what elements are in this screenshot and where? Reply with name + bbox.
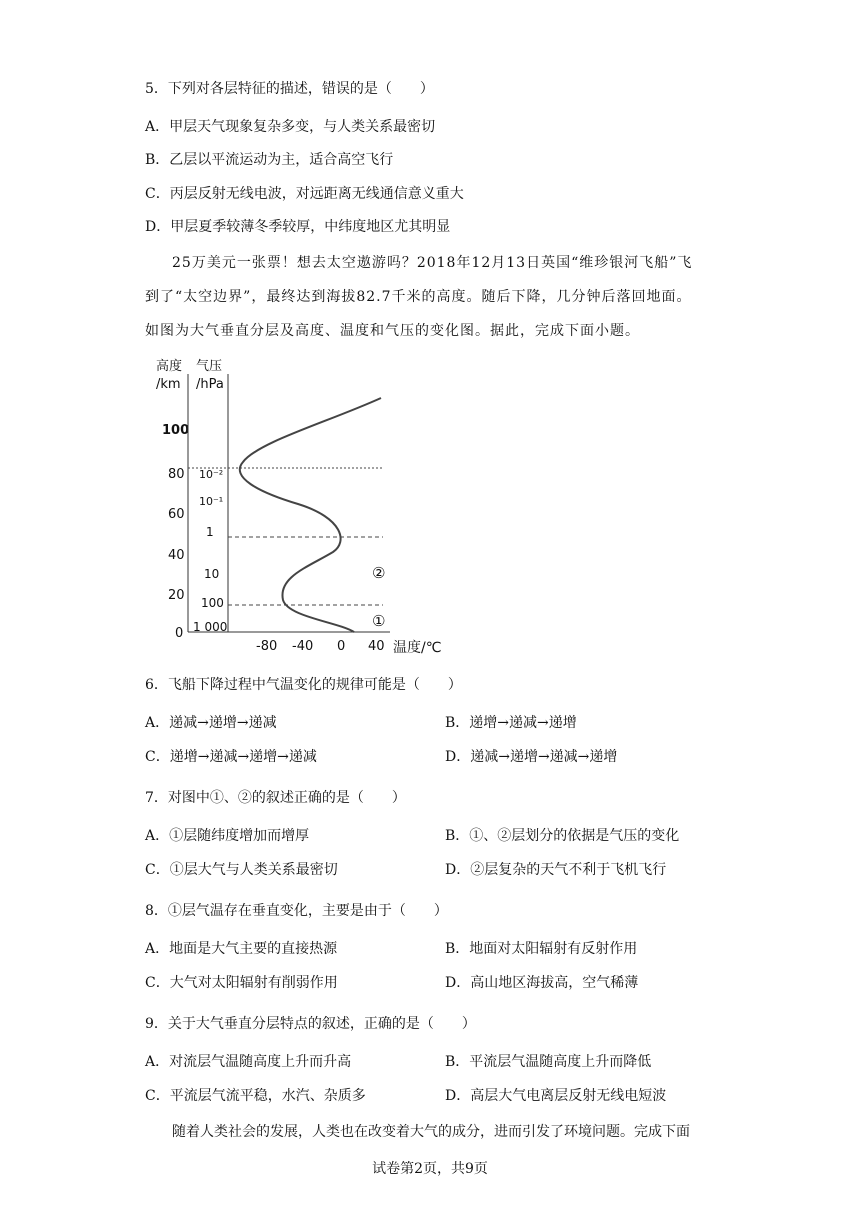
q9-option-c: C．平流层气流平稳，水汽、杂质多	[145, 1088, 366, 1104]
q5-stem: 5．下列对各层特征的描述，错误的是（ ）	[145, 81, 434, 97]
pressure-tick-10: 10	[204, 567, 220, 581]
q7-option-d: D．②层复杂的天气不利于飞机飞行	[445, 862, 667, 878]
height-tick-0: 0	[175, 626, 184, 641]
passage2-line1: 随着人类社会的发展，人类也在改变着大气的成分，进而引发了环境问题。完成下面	[172, 1124, 690, 1140]
q6-option-c: C．递增→递减→递增→递减	[145, 749, 317, 765]
pressure-tick-1: 1	[206, 525, 214, 539]
q9-stem: 9．关于大气垂直分层特点的叙述，正确的是（ ）	[145, 1016, 476, 1032]
passage1-line3: 如图为大气垂直分层及高度、温度和气压的变化图。据此，完成下面小题。	[145, 323, 640, 339]
temperature-axis-label: 温度/℃	[393, 640, 442, 656]
passage1-line1: 25万美元一张票！想去太空遨游吗？2018年12月13日英国“维珍银河飞船”飞	[172, 255, 693, 271]
q5-option-c: C．丙层反射无线电波，对远距离无线通信意义重大	[145, 186, 464, 202]
height-tick-80: 80	[168, 467, 185, 482]
q8-option-c: C．大气对太阳辐射有削弱作用	[145, 975, 338, 991]
temp-tick-minus80: -80	[256, 639, 278, 654]
height-axis-label-1: 高度	[156, 359, 183, 374]
q9-option-d: D．高层大气电离层反射无线电短波	[445, 1088, 667, 1104]
q7-stem: 7．对图中①、②的叙述正确的是（ ）	[145, 790, 406, 806]
q8-option-b: B．地面对太阳辐射有反射作用	[445, 941, 638, 957]
atmosphere-layer-figure	[148, 352, 448, 660]
height-tick-60: 60	[168, 507, 185, 522]
layer-label-1: ①	[372, 612, 386, 630]
q6-option-d: D．递减→递增→递减→递增	[445, 749, 618, 765]
temp-tick-40: 40	[368, 639, 385, 654]
height-tick-100: 100	[162, 423, 190, 438]
temp-tick-minus40: -40	[292, 639, 314, 654]
q8-option-d: D．高山地区海拔高，空气稀薄	[445, 975, 639, 991]
q7-option-c: C．①层大气与人类关系最密切	[145, 862, 338, 878]
q7-option-a: A．①层随纬度增加而增厚	[145, 828, 310, 844]
q5-option-b: B．乙层以平流运动为主，适合高空飞行	[145, 152, 394, 168]
height-tick-40: 40	[168, 548, 185, 563]
q7-option-b: B．①、②层划分的依据是气压的变化	[445, 828, 680, 844]
q9-option-a: A．对流层气温随高度上升而升高	[145, 1054, 352, 1070]
pressure-tick-1e-1: 10⁻¹	[199, 495, 224, 508]
q6-stem: 6．飞船下降过程中气温变化的规律可能是（ ）	[145, 677, 462, 693]
q8-stem: 8．①层气温存在垂直变化，主要是由于（ ）	[145, 903, 448, 919]
height-tick-20: 20	[168, 588, 185, 603]
pressure-tick-1e-2: 10⁻²	[199, 468, 224, 481]
pressure-axis-label-2: /hPa	[196, 377, 224, 392]
q5-option-d: D．甲层夏季较薄冬季较厚，中纬度地区尤其明显	[145, 219, 451, 235]
height-axis-label-2: /km	[156, 377, 181, 392]
q8-option-a: A．地面是大气主要的直接热源	[145, 941, 338, 957]
layer-label-2: ②	[372, 564, 386, 582]
pressure-tick-1000: 1 000	[193, 620, 228, 634]
pressure-axis-label-1: 气压	[196, 359, 223, 374]
q5-option-a: A．甲层天气现象复杂多变，与人类关系最密切	[145, 119, 436, 135]
q6-option-a: A．递减→递增→递减	[145, 715, 277, 731]
page-footer: 试卷第2页，共9页	[372, 1161, 488, 1177]
q9-option-b: B．平流层气温随高度上升而降低	[445, 1054, 652, 1070]
pressure-tick-100: 100	[201, 596, 224, 610]
temp-tick-0: 0	[337, 639, 346, 654]
temperature-curve	[240, 398, 381, 632]
passage1-line2: 到了“太空边界”，最终达到海拔82.7千米的高度。随后下降，几分钟后落回地面。	[145, 289, 692, 305]
q6-option-b: B．递增→递减→递增	[445, 715, 577, 731]
